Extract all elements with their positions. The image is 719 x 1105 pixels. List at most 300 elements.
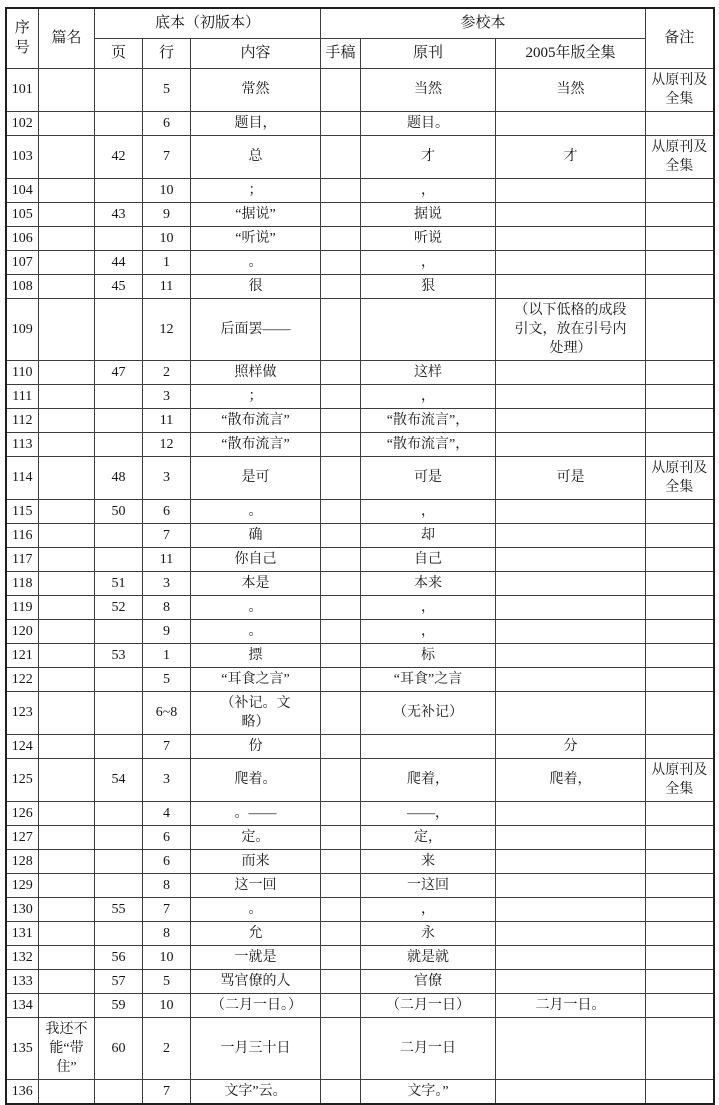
cell-content: ； xyxy=(191,384,321,408)
cell-original: ， xyxy=(361,499,496,523)
cell-line: 7 xyxy=(143,734,191,758)
cell-edition2005 xyxy=(496,619,646,643)
cell-content: 这一回 xyxy=(191,873,321,897)
cell-content: 骂官僚的人 xyxy=(191,969,321,993)
cell-title xyxy=(39,595,95,619)
table-row xyxy=(6,993,714,1017)
cell-title xyxy=(39,432,95,456)
cell-line: 3 xyxy=(143,384,191,408)
header-col-remarks: 备注 xyxy=(646,8,714,68)
cell-content: 常然 xyxy=(191,68,321,111)
cell-line: 1 xyxy=(143,250,191,274)
cell-title xyxy=(39,897,95,921)
cell-no: 114 xyxy=(6,456,39,499)
cell-original: 来 xyxy=(361,849,496,873)
cell-title xyxy=(39,456,95,499)
cell-edition2005 xyxy=(496,360,646,384)
cell-content: 你自己 xyxy=(191,547,321,571)
cell-manuscript xyxy=(321,667,361,691)
cell-no: 131 xyxy=(6,921,39,945)
cell-manuscript xyxy=(321,619,361,643)
cell-remarks xyxy=(646,595,714,619)
cell-manuscript xyxy=(321,250,361,274)
cell-manuscript xyxy=(321,408,361,432)
cell-original: 二月一日 xyxy=(361,1017,496,1079)
table-row xyxy=(6,969,714,993)
cell-title xyxy=(39,921,95,945)
cell-original: ， xyxy=(361,619,496,643)
cell-original: 自己 xyxy=(361,547,496,571)
cell-line: 3 xyxy=(143,758,191,801)
cell-content: “散布流言” xyxy=(191,408,321,432)
cell-remarks xyxy=(646,897,714,921)
cell-original: 本来 xyxy=(361,571,496,595)
cell-remarks xyxy=(646,849,714,873)
cell-remarks xyxy=(646,734,714,758)
cell-line: 11 xyxy=(143,547,191,571)
cell-no: 113 xyxy=(6,432,39,456)
cell-title xyxy=(39,135,95,178)
cell-no: 122 xyxy=(6,667,39,691)
cell-original: （无补记） xyxy=(361,691,496,734)
cell-remarks xyxy=(646,571,714,595)
cell-content: 。 xyxy=(191,250,321,274)
cell-no: 110 xyxy=(6,360,39,384)
cell-remarks xyxy=(646,408,714,432)
cell-manuscript xyxy=(321,571,361,595)
cell-manuscript xyxy=(321,825,361,849)
cell-edition2005 xyxy=(496,691,646,734)
table-row xyxy=(6,873,714,897)
cell-no: 121 xyxy=(6,643,39,667)
cell-manuscript xyxy=(321,691,361,734)
table-row xyxy=(6,1017,714,1079)
cell-page: 52 xyxy=(95,595,143,619)
cell-edition2005: 可是 xyxy=(496,456,646,499)
cell-line: 7 xyxy=(143,897,191,921)
cell-title xyxy=(39,873,95,897)
cell-original: 才 xyxy=(361,135,496,178)
cell-manuscript xyxy=(321,547,361,571)
cell-title xyxy=(39,667,95,691)
cell-no: 135 xyxy=(6,1017,39,1079)
table-row xyxy=(6,135,714,178)
cell-edition2005 xyxy=(496,523,646,547)
cell-no: 123 xyxy=(6,691,39,734)
cell-manuscript xyxy=(321,68,361,111)
header-group-ref: 参校本 xyxy=(321,8,646,38)
cell-title xyxy=(39,619,95,643)
cell-content: 摽 xyxy=(191,643,321,667)
table-row xyxy=(6,921,714,945)
cell-page xyxy=(95,298,143,360)
cell-manuscript xyxy=(321,111,361,135)
table-header xyxy=(6,8,714,68)
cell-title xyxy=(39,993,95,1017)
cell-remarks: 从原刊及全集 xyxy=(646,456,714,499)
cell-edition2005 xyxy=(496,202,646,226)
cell-page xyxy=(95,226,143,250)
cell-content: 照样做 xyxy=(191,360,321,384)
cell-manuscript xyxy=(321,1079,361,1104)
cell-original: ， xyxy=(361,384,496,408)
cell-remarks: 从原刊及全集 xyxy=(646,758,714,801)
cell-content: （补记。文略） xyxy=(191,691,321,734)
table-row xyxy=(6,226,714,250)
cell-line: 6 xyxy=(143,825,191,849)
cell-title xyxy=(39,250,95,274)
cell-remarks xyxy=(646,945,714,969)
cell-content: 一月三十日 xyxy=(191,1017,321,1079)
table-row xyxy=(6,68,714,111)
cell-content: 。 xyxy=(191,619,321,643)
cell-line: 10 xyxy=(143,993,191,1017)
cell-original: “耳食”之言 xyxy=(361,667,496,691)
cell-line: 10 xyxy=(143,226,191,250)
cell-page xyxy=(95,691,143,734)
cell-remarks xyxy=(646,921,714,945)
cell-edition2005: 才 xyxy=(496,135,646,178)
cell-title xyxy=(39,384,95,408)
cell-remarks xyxy=(646,691,714,734)
cell-no: 107 xyxy=(6,250,39,274)
cell-line: 7 xyxy=(143,1079,191,1104)
cell-page xyxy=(95,68,143,111)
cell-content: 是可 xyxy=(191,456,321,499)
cell-remarks xyxy=(646,274,714,298)
cell-no: 129 xyxy=(6,873,39,897)
header-col-content: 内容 xyxy=(191,38,321,68)
cell-original: 就是就 xyxy=(361,945,496,969)
cell-content: “据说” xyxy=(191,202,321,226)
table-row xyxy=(6,408,714,432)
cell-original: ， xyxy=(361,250,496,274)
cell-edition2005 xyxy=(496,969,646,993)
cell-original: “散布流言”， xyxy=(361,408,496,432)
cell-remarks xyxy=(646,499,714,523)
cell-no: 119 xyxy=(6,595,39,619)
cell-content: 。—— xyxy=(191,801,321,825)
cell-title xyxy=(39,408,95,432)
cell-edition2005 xyxy=(496,111,646,135)
cell-manuscript xyxy=(321,897,361,921)
cell-no: 127 xyxy=(6,825,39,849)
cell-page xyxy=(95,111,143,135)
table-row xyxy=(6,274,714,298)
table-row xyxy=(6,202,714,226)
cell-page: 57 xyxy=(95,969,143,993)
cell-title xyxy=(39,691,95,734)
cell-content: 题目， xyxy=(191,111,321,135)
cell-title xyxy=(39,499,95,523)
cell-remarks xyxy=(646,801,714,825)
cell-title: 我还不能“带住” xyxy=(39,1017,95,1079)
cell-content: 。 xyxy=(191,595,321,619)
cell-original: 这样 xyxy=(361,360,496,384)
header-col-original: 原刊 xyxy=(361,38,496,68)
cell-line: 3 xyxy=(143,456,191,499)
table-row xyxy=(6,432,714,456)
table-row xyxy=(6,250,714,274)
cell-remarks xyxy=(646,384,714,408)
cell-edition2005 xyxy=(496,499,646,523)
cell-original: 却 xyxy=(361,523,496,547)
cell-edition2005: 当然 xyxy=(496,68,646,111)
cell-title xyxy=(39,68,95,111)
cell-remarks xyxy=(646,873,714,897)
cell-content: 。 xyxy=(191,897,321,921)
cell-title xyxy=(39,202,95,226)
header-group-base: 底本（初版本） xyxy=(95,8,321,38)
header-col-edition2005: 2005年版全集 xyxy=(496,38,646,68)
table-row xyxy=(6,360,714,384)
cell-content: 总 xyxy=(191,135,321,178)
cell-manuscript xyxy=(321,945,361,969)
cell-no: 106 xyxy=(6,226,39,250)
cell-original: 爬着， xyxy=(361,758,496,801)
cell-page xyxy=(95,178,143,202)
header-row-groups xyxy=(6,8,714,38)
cell-title xyxy=(39,178,95,202)
cell-manuscript xyxy=(321,178,361,202)
cell-original: （二月一日） xyxy=(361,993,496,1017)
cell-original: 当然 xyxy=(361,68,496,111)
cell-no: 126 xyxy=(6,801,39,825)
cell-page: 51 xyxy=(95,571,143,595)
cell-title xyxy=(39,274,95,298)
cell-edition2005 xyxy=(496,384,646,408)
cell-remarks xyxy=(646,360,714,384)
table-row xyxy=(6,643,714,667)
cell-line: 5 xyxy=(143,68,191,111)
cell-remarks xyxy=(646,226,714,250)
cell-no: 136 xyxy=(6,1079,39,1104)
cell-remarks xyxy=(646,250,714,274)
cell-line: 10 xyxy=(143,945,191,969)
cell-edition2005 xyxy=(496,1079,646,1104)
cell-title xyxy=(39,758,95,801)
cell-page: 42 xyxy=(95,135,143,178)
cell-original: 文字。” xyxy=(361,1079,496,1104)
cell-line: 10 xyxy=(143,178,191,202)
cell-line: 12 xyxy=(143,298,191,360)
cell-line: 8 xyxy=(143,921,191,945)
cell-manuscript xyxy=(321,202,361,226)
cell-edition2005 xyxy=(496,643,646,667)
cell-content: 后面罢—— xyxy=(191,298,321,360)
cell-page xyxy=(95,1079,143,1104)
cell-page: 56 xyxy=(95,945,143,969)
cell-content: 定。 xyxy=(191,825,321,849)
cell-title xyxy=(39,298,95,360)
table-row xyxy=(6,178,714,202)
cell-line: 9 xyxy=(143,619,191,643)
cell-edition2005: 二月一日。 xyxy=(496,993,646,1017)
cell-page xyxy=(95,801,143,825)
cell-page: 55 xyxy=(95,897,143,921)
cell-no: 104 xyxy=(6,178,39,202)
cell-page xyxy=(95,619,143,643)
cell-title xyxy=(39,1079,95,1104)
cell-no: 133 xyxy=(6,969,39,993)
cell-line: 9 xyxy=(143,202,191,226)
cell-title xyxy=(39,111,95,135)
table-row xyxy=(6,825,714,849)
table-row xyxy=(6,801,714,825)
cell-line: 6 xyxy=(143,111,191,135)
cell-no: 124 xyxy=(6,734,39,758)
cell-remarks xyxy=(646,432,714,456)
cell-title xyxy=(39,801,95,825)
cell-manuscript xyxy=(321,1017,361,1079)
cell-content: ； xyxy=(191,178,321,202)
cell-page: 53 xyxy=(95,643,143,667)
cell-remarks xyxy=(646,643,714,667)
cell-remarks xyxy=(646,298,714,360)
cell-remarks xyxy=(646,825,714,849)
cell-manuscript xyxy=(321,456,361,499)
cell-page xyxy=(95,432,143,456)
cell-content: 允 xyxy=(191,921,321,945)
cell-manuscript xyxy=(321,595,361,619)
cell-title xyxy=(39,523,95,547)
collation-table xyxy=(5,7,715,1105)
cell-edition2005 xyxy=(496,667,646,691)
cell-remarks xyxy=(646,993,714,1017)
cell-page xyxy=(95,873,143,897)
cell-manuscript xyxy=(321,873,361,897)
cell-manuscript xyxy=(321,734,361,758)
cell-remarks xyxy=(646,619,714,643)
cell-title xyxy=(39,643,95,667)
cell-edition2005 xyxy=(496,595,646,619)
cell-page: 48 xyxy=(95,456,143,499)
cell-page xyxy=(95,523,143,547)
cell-page xyxy=(95,408,143,432)
cell-edition2005 xyxy=(496,226,646,250)
table-row xyxy=(6,384,714,408)
cell-title xyxy=(39,360,95,384)
cell-line: 8 xyxy=(143,595,191,619)
cell-manuscript xyxy=(321,921,361,945)
cell-manuscript xyxy=(321,499,361,523)
cell-remarks xyxy=(646,178,714,202)
cell-no: 118 xyxy=(6,571,39,595)
header-row-subcolumns xyxy=(6,38,714,68)
cell-manuscript xyxy=(321,298,361,360)
table-row xyxy=(6,547,714,571)
cell-no: 109 xyxy=(6,298,39,360)
cell-title xyxy=(39,734,95,758)
cell-line: 1 xyxy=(143,643,191,667)
cell-page: 50 xyxy=(95,499,143,523)
cell-page xyxy=(95,921,143,945)
cell-remarks xyxy=(646,547,714,571)
cell-page xyxy=(95,734,143,758)
cell-original: “散布流言”， xyxy=(361,432,496,456)
cell-line: 6 xyxy=(143,499,191,523)
table-row xyxy=(6,691,714,734)
cell-remarks xyxy=(646,1017,714,1079)
table-row xyxy=(6,595,714,619)
cell-edition2005 xyxy=(496,873,646,897)
cell-no: 111 xyxy=(6,384,39,408)
cell-page: 44 xyxy=(95,250,143,274)
cell-title xyxy=(39,945,95,969)
cell-content: 。 xyxy=(191,499,321,523)
cell-content: 而来 xyxy=(191,849,321,873)
cell-no: 130 xyxy=(6,897,39,921)
cell-line: 5 xyxy=(143,667,191,691)
cell-no: 117 xyxy=(6,547,39,571)
cell-line: 3 xyxy=(143,571,191,595)
cell-page: 59 xyxy=(95,993,143,1017)
cell-original: ， xyxy=(361,897,496,921)
cell-remarks: 从原刊及全集 xyxy=(646,68,714,111)
cell-manuscript xyxy=(321,384,361,408)
cell-manuscript xyxy=(321,523,361,547)
table-row xyxy=(6,571,714,595)
cell-line: 6 xyxy=(143,849,191,873)
cell-page: 45 xyxy=(95,274,143,298)
cell-remarks xyxy=(646,969,714,993)
cell-original xyxy=(361,734,496,758)
cell-no: 102 xyxy=(6,111,39,135)
cell-edition2005 xyxy=(496,849,646,873)
cell-original: ——， xyxy=(361,801,496,825)
table-body xyxy=(6,68,714,1104)
cell-no: 132 xyxy=(6,945,39,969)
cell-content: 很 xyxy=(191,274,321,298)
cell-manuscript xyxy=(321,274,361,298)
cell-no: 125 xyxy=(6,758,39,801)
cell-page xyxy=(95,849,143,873)
cell-page xyxy=(95,547,143,571)
cell-manuscript xyxy=(321,801,361,825)
cell-line: 11 xyxy=(143,408,191,432)
table-row xyxy=(6,945,714,969)
cell-original xyxy=(361,298,496,360)
cell-no: 120 xyxy=(6,619,39,643)
cell-edition2005: （以下低格的成段引文，放在引号内处理） xyxy=(496,298,646,360)
cell-page xyxy=(95,384,143,408)
cell-title xyxy=(39,849,95,873)
cell-page: 47 xyxy=(95,360,143,384)
cell-no: 134 xyxy=(6,993,39,1017)
cell-remarks xyxy=(646,523,714,547)
cell-remarks xyxy=(646,1079,714,1104)
cell-edition2005 xyxy=(496,274,646,298)
cell-edition2005: 爬着， xyxy=(496,758,646,801)
table-row xyxy=(6,1079,714,1104)
table-row xyxy=(6,849,714,873)
cell-manuscript xyxy=(321,993,361,1017)
cell-manuscript xyxy=(321,643,361,667)
cell-no: 101 xyxy=(6,68,39,111)
cell-manuscript xyxy=(321,849,361,873)
cell-title xyxy=(39,969,95,993)
cell-no: 115 xyxy=(6,499,39,523)
table-row xyxy=(6,619,714,643)
cell-page xyxy=(95,667,143,691)
cell-original: 官僚 xyxy=(361,969,496,993)
cell-title xyxy=(39,825,95,849)
cell-manuscript xyxy=(321,758,361,801)
cell-content: “散布流言” xyxy=(191,432,321,456)
cell-title xyxy=(39,571,95,595)
cell-original: 题目。 xyxy=(361,111,496,135)
cell-line: 11 xyxy=(143,274,191,298)
